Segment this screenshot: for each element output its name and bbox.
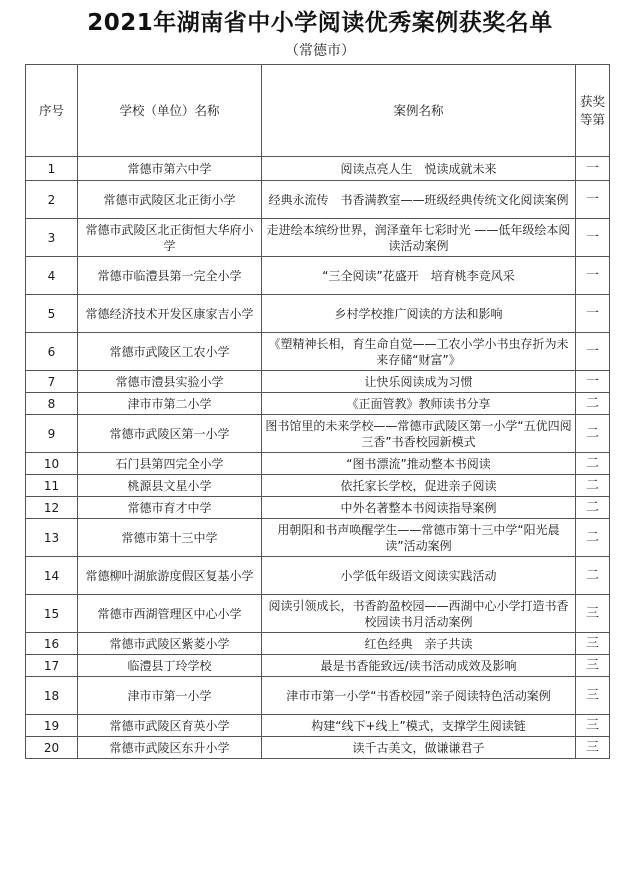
cell-school: 津市市第一小学	[78, 677, 262, 715]
table-row	[26, 453, 610, 475]
cell-no: 6	[26, 333, 78, 371]
cell-case: 阅读点亮人生 悦读成就未来	[262, 157, 576, 181]
cell-award: 二	[576, 519, 610, 557]
cell-no: 9	[26, 415, 78, 453]
cell-school: 常德市武陵区第一小学	[78, 415, 262, 453]
cell-no: 14	[26, 557, 78, 595]
cell-award: 二	[576, 557, 610, 595]
cell-no: 4	[26, 257, 78, 295]
cell-school: 常德市武陵区育英小学	[78, 715, 262, 737]
cell-school: 津市市第二小学	[78, 393, 262, 415]
cell-no: 12	[26, 497, 78, 519]
cell-award: 一	[576, 219, 610, 257]
cell-case: 红色经典 亲子共读	[262, 633, 576, 655]
header-award: 获奖等第	[576, 65, 610, 157]
cell-award: 三	[576, 737, 610, 759]
cell-award: 一	[576, 371, 610, 393]
cell-award: 一	[576, 257, 610, 295]
cell-no: 20	[26, 737, 78, 759]
page-subtitle: （常德市）	[285, 43, 355, 59]
cell-award: 一	[576, 157, 610, 181]
cell-award: 一	[576, 333, 610, 371]
cell-case: 小学低年级语文阅读实践活动	[262, 557, 576, 595]
table-row	[26, 677, 610, 715]
table-row	[26, 737, 610, 759]
cell-school: 常德柳叶湖旅游度假区复基小学	[78, 557, 262, 595]
cell-no: 17	[26, 655, 78, 677]
cell-case: 《塑精神长相，育生命自觉——工农小学小书虫存折为未来存储“财富”》	[262, 333, 576, 371]
table-row	[26, 557, 610, 595]
cell-school: 常德市第十三中学	[78, 519, 262, 557]
cell-no: 8	[26, 393, 78, 415]
cell-school: 常德市育才中学	[78, 497, 262, 519]
header-case: 案例名称	[262, 65, 576, 157]
cell-case: “三全阅读”花盛开 培育桃李竞风采	[262, 257, 576, 295]
cell-award: 二	[576, 393, 610, 415]
cell-case: 用朝阳和书声唤醒学生——常德市第十三中学“阳光晨读”活动案例	[262, 519, 576, 557]
cell-no: 15	[26, 595, 78, 633]
table-row	[26, 257, 610, 295]
table-row	[26, 157, 610, 181]
cell-school: 常德市澧县实验小学	[78, 371, 262, 393]
cell-no: 3	[26, 219, 78, 257]
cell-no: 13	[26, 519, 78, 557]
table-row	[26, 393, 610, 415]
table-row	[26, 295, 610, 333]
cell-award: 二	[576, 497, 610, 519]
cell-case: 经典永流传 书香满教室——班级经典传统文化阅读案例	[262, 181, 576, 219]
table-row	[26, 595, 610, 633]
table-body	[26, 157, 610, 759]
cell-award: 三	[576, 655, 610, 677]
cell-no: 19	[26, 715, 78, 737]
table-row	[26, 475, 610, 497]
cell-case: 中外名著整本书阅读指导案例	[262, 497, 576, 519]
award-table	[25, 64, 610, 759]
table-row	[26, 497, 610, 519]
cell-no: 1	[26, 157, 78, 181]
table-row	[26, 219, 610, 257]
cell-case: 《正面管教》教师读书分享	[262, 393, 576, 415]
cell-school: 常德市武陵区工农小学	[78, 333, 262, 371]
cell-award: 一	[576, 295, 610, 333]
cell-case: 图书馆里的未来学校——常德市武陵区第一小学“五优四阅三香”书香校园新模式	[262, 415, 576, 453]
cell-school: 常德市第六中学	[78, 157, 262, 181]
table-row	[26, 519, 610, 557]
cell-school: 常德市武陵区东升小学	[78, 737, 262, 759]
cell-case: 最是书香能致远/读书活动成效及影响	[262, 655, 576, 677]
table-header-row	[26, 65, 610, 157]
cell-case: 走进绘本缤纷世界，润泽童年七彩时光 ——低年级绘本阅读活动案例	[262, 219, 576, 257]
cell-award: 二	[576, 475, 610, 497]
cell-no: 10	[26, 453, 78, 475]
table-row	[26, 371, 610, 393]
cell-school: 常德市武陵区北正街恒大华府小学	[78, 219, 262, 257]
cell-no: 16	[26, 633, 78, 655]
header-school: 学校（单位）名称	[78, 65, 262, 157]
cell-no: 7	[26, 371, 78, 393]
cell-award: 一	[576, 181, 610, 219]
cell-no: 18	[26, 677, 78, 715]
cell-award: 三	[576, 677, 610, 715]
page-title: 2021年湖南省中小学阅读优秀案例获奖名单	[87, 10, 553, 36]
cell-award: 三	[576, 715, 610, 737]
cell-school: 常德市西湖管理区中心小学	[78, 595, 262, 633]
cell-award: 三	[576, 633, 610, 655]
cell-award: 二	[576, 415, 610, 453]
cell-school: 临澧县丁玲学校	[78, 655, 262, 677]
cell-case: 让快乐阅读成为习惯	[262, 371, 576, 393]
cell-no: 11	[26, 475, 78, 497]
cell-school: 石门县第四完全小学	[78, 453, 262, 475]
cell-award: 三	[576, 595, 610, 633]
table-row	[26, 181, 610, 219]
header-no: 序号	[26, 65, 78, 157]
cell-no: 2	[26, 181, 78, 219]
cell-no: 5	[26, 295, 78, 333]
cell-school: 常德市武陵区紫菱小学	[78, 633, 262, 655]
cell-school: 常德市临澧县第一完全小学	[78, 257, 262, 295]
cell-case: 乡村学校推广阅读的方法和影响	[262, 295, 576, 333]
cell-case: 依托家长学校，促进亲子阅读	[262, 475, 576, 497]
cell-case: 读千古美文，做谦谦君子	[262, 737, 576, 759]
cell-case: 津市市第一小学“书香校园”亲子阅读特色活动案例	[262, 677, 576, 715]
table-row	[26, 333, 610, 371]
cell-school: 常德经济技术开发区康家吉小学	[78, 295, 262, 333]
cell-case: 构建“线下+线上”模式，支撑学生阅读链	[262, 715, 576, 737]
cell-award: 二	[576, 453, 610, 475]
table-row	[26, 633, 610, 655]
table-row	[26, 655, 610, 677]
table-row	[26, 415, 610, 453]
cell-case: “图书漂流”推动整本书阅读	[262, 453, 576, 475]
cell-school: 常德市武陵区北正街小学	[78, 181, 262, 219]
cell-case: 阅读引领成长，书香韵盈校园——西湖中心小学打造书香校园读书月活动案例	[262, 595, 576, 633]
cell-school: 桃源县文星小学	[78, 475, 262, 497]
table-row	[26, 715, 610, 737]
